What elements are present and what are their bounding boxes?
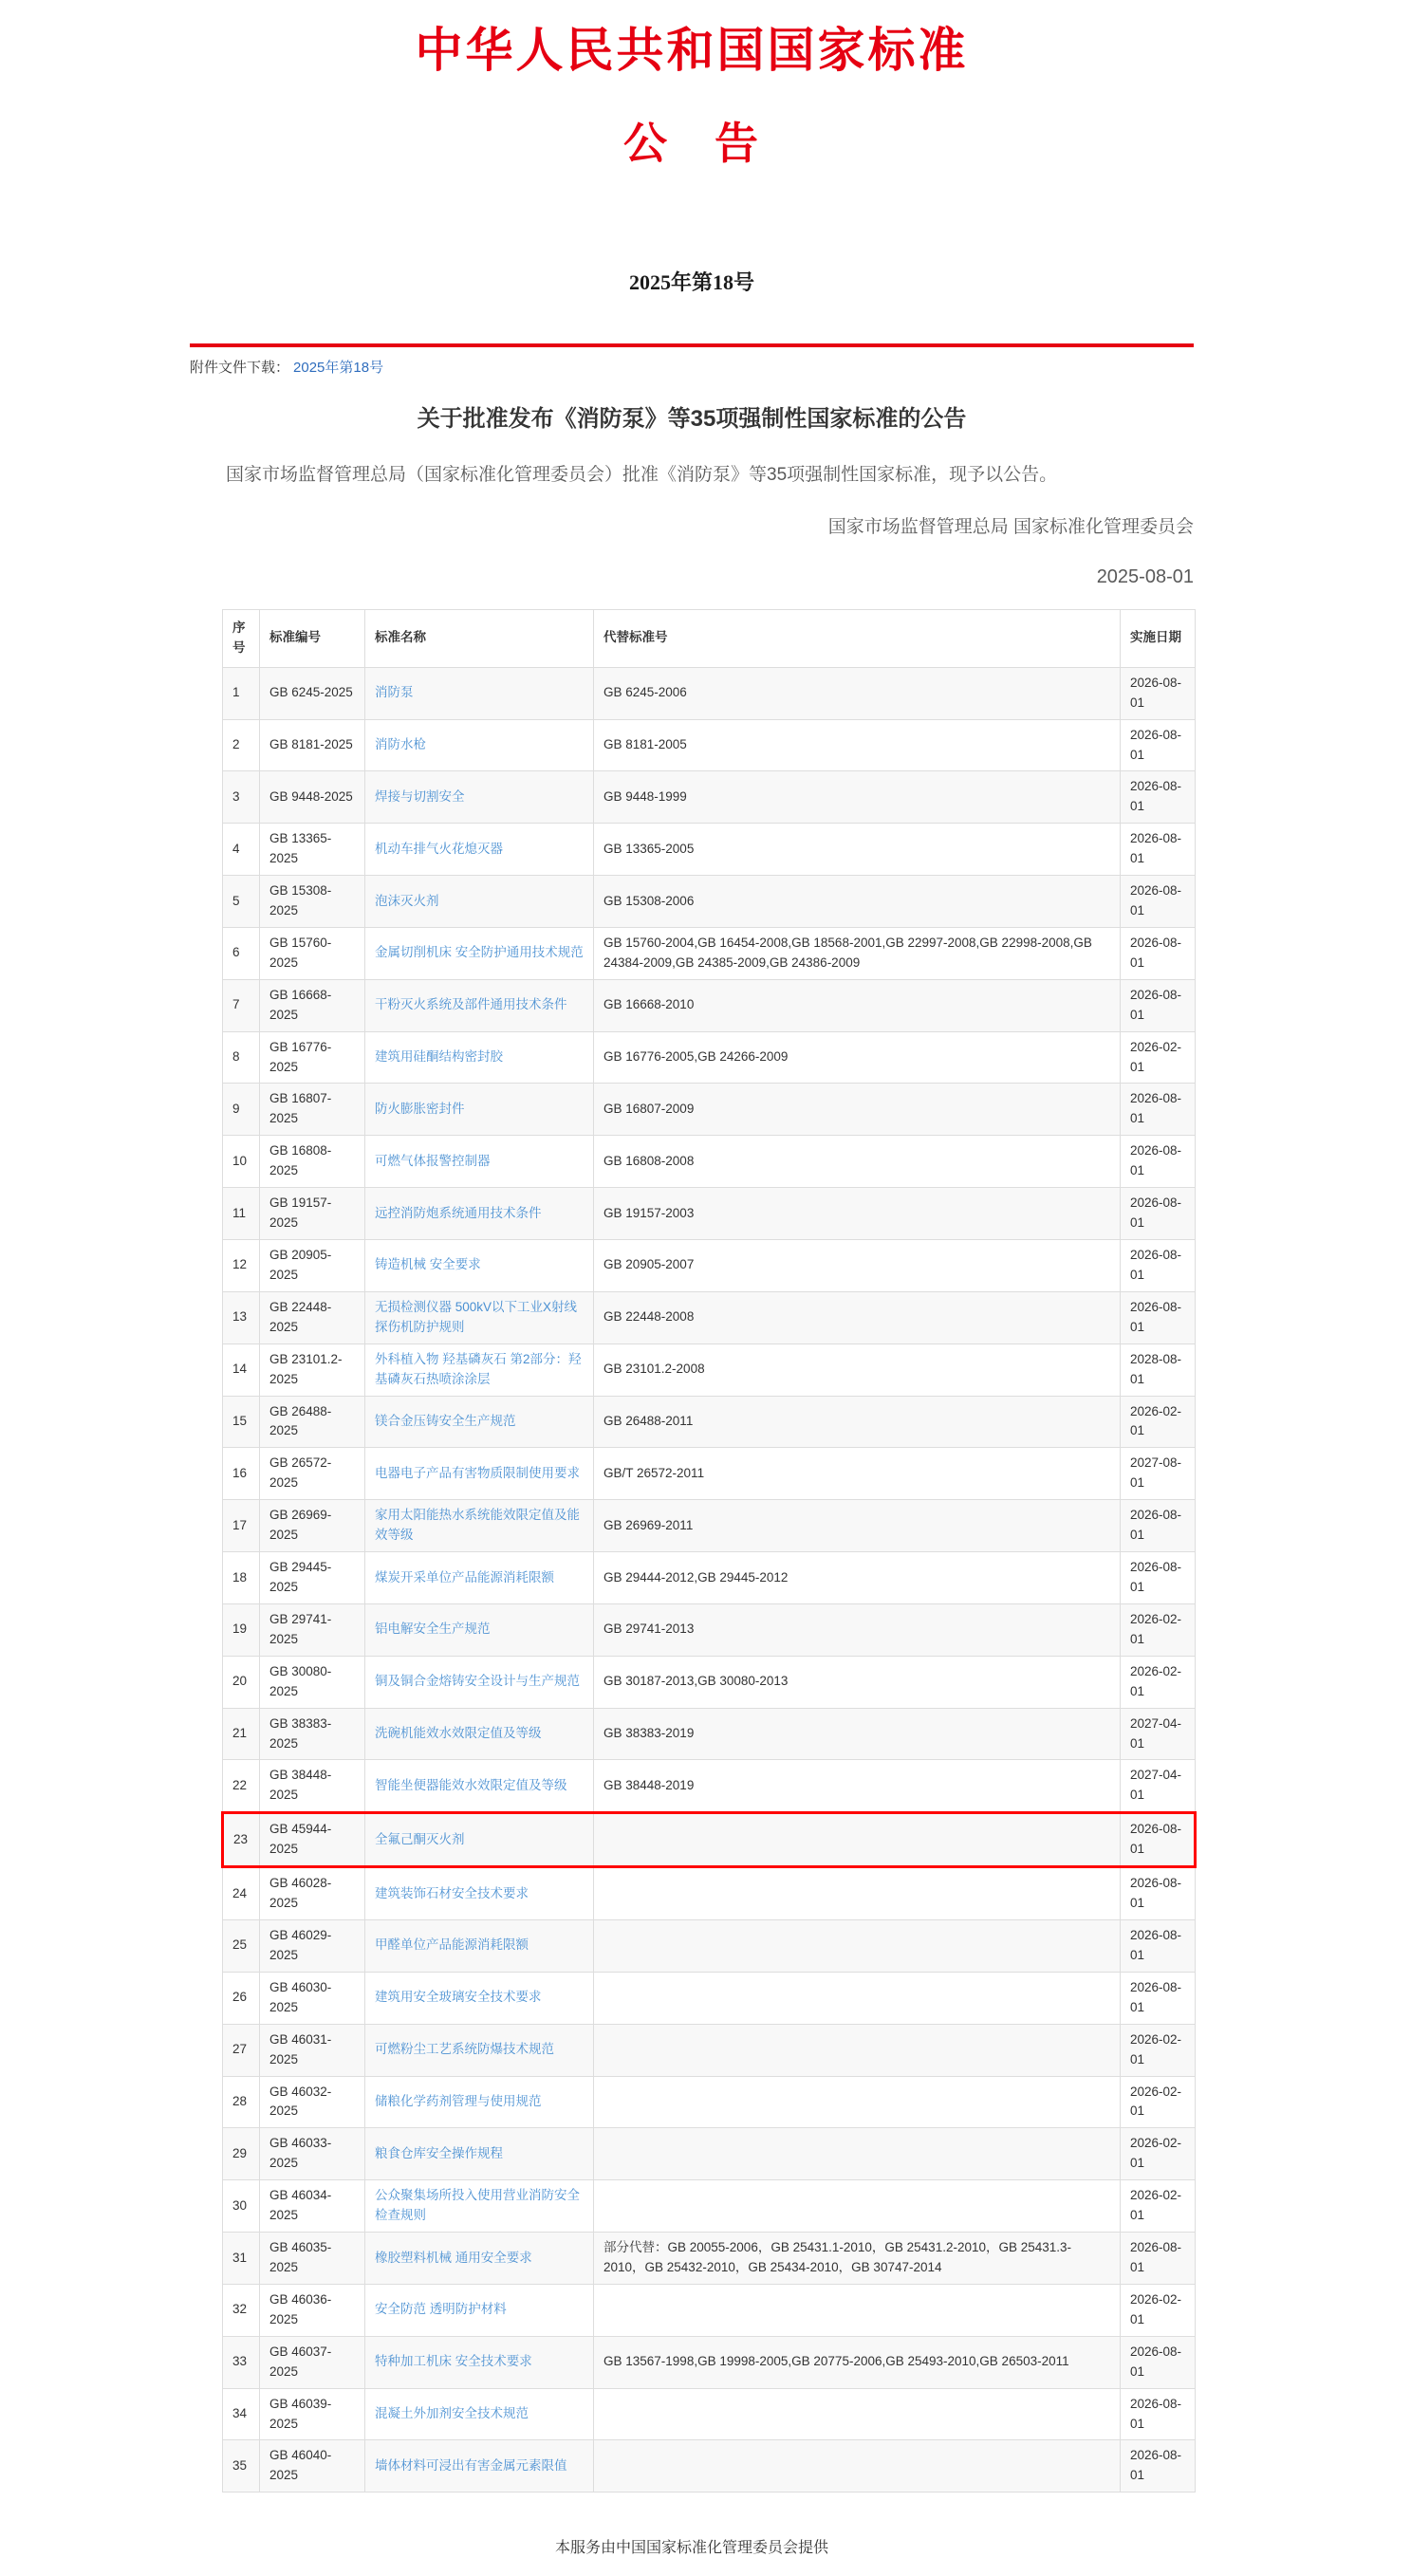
cell-standard-code: GB 46032-2025 [260, 2076, 365, 2128]
cell-standard-name [365, 1240, 594, 1292]
cell-implementation-date: 2026-08-01 [1121, 2440, 1196, 2493]
table-row [223, 1291, 1196, 1344]
page-content [190, 0, 1194, 2493]
cell-seq: 19 [223, 1603, 260, 1656]
table-row [223, 1500, 1196, 1552]
cell-implementation-date: 2026-02-01 [1121, 2128, 1196, 2180]
table-row [223, 2440, 1196, 2493]
cell-implementation-date: 2026-08-01 [1121, 1867, 1196, 1920]
standard-name-link[interactable]: 橡胶塑料机械 通用安全要求 [375, 2250, 532, 2265]
standard-name-link[interactable]: 混凝土外加剂安全技术规范 [375, 2406, 529, 2421]
table-row [223, 824, 1196, 876]
cell-seq: 29 [223, 2128, 260, 2180]
cell-standard-code: GB 46039-2025 [260, 2388, 365, 2440]
cell-standard-code: GB 16776-2025 [260, 1031, 365, 1084]
publish-date: 2025-08-01 [1096, 565, 1194, 587]
table-row [223, 1396, 1196, 1448]
cell-replaced-standards [594, 2024, 1121, 2076]
cell-replaced-standards: GB 8181-2005 [594, 719, 1121, 771]
standard-name-link[interactable]: 建筑用硅酮结构密封胶 [375, 1049, 503, 1065]
cell-replaced-standards: GB 29444-2012,GB 29445-2012 [594, 1552, 1121, 1604]
cell-standard-name [365, 2336, 594, 2388]
cell-standard-code: GB 8181-2025 [260, 719, 365, 771]
cell-implementation-date: 2026-08-01 [1121, 2233, 1196, 2285]
cell-standard-name [365, 1867, 594, 1920]
standard-name-link[interactable]: 安全防范 透明防护材料 [375, 2302, 507, 2317]
cell-replaced-standards: GB 16776-2005,GB 24266-2009 [594, 1031, 1121, 1084]
table-row [223, 1448, 1196, 1500]
table-row [223, 1972, 1196, 2024]
cell-seq: 21 [223, 1708, 260, 1760]
cell-standard-code: GB 22448-2025 [260, 1291, 365, 1344]
cell-replaced-standards [594, 2076, 1121, 2128]
cell-implementation-date: 2026-08-01 [1121, 1291, 1196, 1344]
cell-standard-code: GB 30080-2025 [260, 1656, 365, 1708]
cell-implementation-date: 2026-08-01 [1121, 824, 1196, 876]
standard-name-link[interactable]: 储粮化学药剂管理与使用规范 [375, 2093, 542, 2108]
cell-standard-code: GB 29445-2025 [260, 1552, 365, 1604]
cell-standard-code: GB 26572-2025 [260, 1448, 365, 1500]
table-row [223, 1656, 1196, 1708]
standard-name-link[interactable]: 智能坐便器能效水效限定值及等级 [375, 1777, 567, 1792]
standard-name-link[interactable]: 建筑装饰石材安全技术要求 [375, 1885, 529, 1900]
cell-implementation-date: 2026-02-01 [1121, 1396, 1196, 1448]
cell-replaced-standards [594, 2128, 1121, 2180]
cell-replaced-standards: GB 6245-2006 [594, 667, 1121, 719]
standard-name-link[interactable]: 金属切削机床 安全防护通用技术规范 [375, 945, 584, 960]
cell-implementation-date: 2026-08-01 [1121, 667, 1196, 719]
cell-implementation-date: 2027-08-01 [1121, 1448, 1196, 1500]
cell-implementation-date: 2026-08-01 [1121, 1552, 1196, 1604]
cell-replaced-standards: GB 23101.2-2008 [594, 1344, 1121, 1396]
table-row [223, 719, 1196, 771]
standard-name-link[interactable]: 建筑用安全玻璃安全技术要求 [375, 1990, 542, 2005]
cell-implementation-date: 2026-02-01 [1121, 2180, 1196, 2233]
cell-replaced-standards: GB 13567-1998,GB 19998-2005,GB 20775-2006,GB 25493-2010,GB 26503-2011 [594, 2336, 1121, 2388]
standards-table-body [223, 667, 1196, 2493]
cell-replaced-standards [594, 2388, 1121, 2440]
header-date: 实施日期 [1121, 609, 1196, 667]
cell-standard-code: GB 46036-2025 [260, 2284, 365, 2336]
table-row [223, 1867, 1196, 1920]
cell-standard-code: GB 46031-2025 [260, 2024, 365, 2076]
cell-standard-name [365, 824, 594, 876]
cell-standard-name [365, 1603, 594, 1656]
cell-seq: 23 [223, 1813, 260, 1867]
cell-seq: 28 [223, 2076, 260, 2128]
attachment-bar [190, 357, 1194, 377]
cell-implementation-date: 2026-08-01 [1121, 719, 1196, 771]
cell-standard-code: GB 15308-2025 [260, 876, 365, 928]
cell-standard-name [365, 1813, 594, 1867]
footer-text: 本服务由中国国家标准化管理委员会提供 [554, 2540, 828, 2557]
standard-name-link[interactable]: 甲醛单位产品能源消耗限额 [375, 1937, 529, 1953]
cell-standard-code: GB 19157-2025 [260, 1188, 365, 1240]
cell-seq: 13 [223, 1291, 260, 1344]
cell-seq: 30 [223, 2180, 260, 2233]
standard-name-link[interactable]: 粮食仓库安全操作规程 [375, 2145, 503, 2160]
cell-seq: 8 [223, 1031, 260, 1084]
standard-name-link[interactable]: 可燃气体报警控制器 [375, 1153, 491, 1168]
cell-standard-code: GB 46040-2025 [260, 2440, 365, 2493]
cell-replaced-standards: GB 15760-2004,GB 16454-2008,GB 18568-2001,GB 22997-2008,GB 22998-2008,GB 24384-2009,GB 24385-2009,GB 24386-2009 [594, 927, 1121, 979]
cell-standard-name [365, 1500, 594, 1552]
attachment-label: 附件文件下载： [190, 359, 290, 376]
table-header-row [223, 609, 1196, 667]
standard-name-link[interactable]: 电器电子产品有害物质限制使用要求 [375, 1465, 580, 1480]
cell-standard-code: GB 38383-2025 [260, 1708, 365, 1760]
table-row [223, 2336, 1196, 2388]
cell-standard-name [365, 1760, 594, 1813]
cell-seq: 33 [223, 2336, 260, 2388]
cell-implementation-date: 2026-02-01 [1121, 1603, 1196, 1656]
cell-implementation-date: 2026-08-01 [1121, 1500, 1196, 1552]
cell-replaced-standards: GB 26969-2011 [594, 1500, 1121, 1552]
cell-seq: 34 [223, 2388, 260, 2440]
cell-standard-name [365, 1552, 594, 1604]
cell-implementation-date: 2026-08-01 [1121, 1188, 1196, 1240]
standard-name-link[interactable]: 消防水枪 [375, 737, 426, 752]
cell-standard-name [365, 2233, 594, 2285]
cell-implementation-date: 2026-08-01 [1121, 1084, 1196, 1136]
cell-standard-name [365, 2076, 594, 2128]
cell-standard-name [365, 1708, 594, 1760]
cell-replaced-standards: GB 29741-2013 [594, 1603, 1121, 1656]
cell-standard-name [365, 1291, 594, 1344]
header-name: 标准名称 [365, 609, 594, 667]
cell-seq: 20 [223, 1656, 260, 1708]
cell-standard-name [365, 2284, 594, 2336]
table-row [223, 2233, 1196, 2285]
table-row [223, 771, 1196, 824]
cell-standard-name [365, 771, 594, 824]
cell-standard-name [365, 667, 594, 719]
cell-implementation-date: 2026-08-01 [1121, 2336, 1196, 2388]
standard-name-link[interactable]: 煤炭开采单位产品能源消耗限额 [375, 1569, 554, 1585]
cell-implementation-date: 2026-08-01 [1121, 1919, 1196, 1972]
standard-name-link[interactable]: 防火膨胀密封件 [375, 1101, 465, 1116]
cell-standard-code: GB 46029-2025 [260, 1919, 365, 1972]
cell-standard-name [365, 1448, 594, 1500]
header-seq: 序号 [223, 609, 260, 667]
document-title: 中华人民共和国国家标准 [415, 24, 969, 77]
cell-standard-code: GB 15760-2025 [260, 927, 365, 979]
standard-name-link[interactable]: 家用太阳能热水系统能效限定值及能效等级 [375, 1508, 580, 1543]
cell-seq: 3 [223, 771, 260, 824]
cell-seq: 16 [223, 1448, 260, 1500]
cell-seq: 27 [223, 2024, 260, 2076]
cell-seq: 26 [223, 1972, 260, 2024]
cell-implementation-date: 2026-08-01 [1121, 2388, 1196, 2440]
cell-implementation-date: 2026-02-01 [1121, 1656, 1196, 1708]
cell-seq: 9 [223, 1084, 260, 1136]
cell-implementation-date: 2026-08-01 [1121, 1240, 1196, 1292]
cell-implementation-date: 2026-08-01 [1121, 771, 1196, 824]
standard-name-link[interactable]: 泡沫灭火剂 [375, 893, 439, 908]
standard-name-link[interactable]: 公众聚集场所投入使用营业消防安全检查规则 [375, 2188, 580, 2223]
table-row [223, 2024, 1196, 2076]
table-row [223, 1084, 1196, 1136]
cell-standard-code: GB 16668-2025 [260, 979, 365, 1031]
cell-standard-code: GB 20905-2025 [260, 1240, 365, 1292]
cell-standard-name [365, 1972, 594, 2024]
table-row [223, 2180, 1196, 2233]
cell-implementation-date: 2026-08-01 [1121, 927, 1196, 979]
cell-standard-code: GB 46037-2025 [260, 2336, 365, 2388]
cell-seq: 6 [223, 927, 260, 979]
standard-name-link[interactable]: 特种加工机床 安全技术要求 [375, 2354, 532, 2369]
cell-seq: 15 [223, 1396, 260, 1448]
cell-replaced-standards: GB 22448-2008 [594, 1291, 1121, 1344]
cell-replaced-standards [594, 1919, 1121, 1972]
cell-implementation-date: 2026-02-01 [1121, 2076, 1196, 2128]
standard-name-link[interactable]: 镁合金压铸安全生产规范 [375, 1414, 516, 1428]
cell-implementation-date: 2026-08-01 [1121, 876, 1196, 928]
standard-name-link[interactable]: 铝电解安全生产规范 [375, 1622, 491, 1637]
cell-standard-name [365, 2440, 594, 2493]
table-row [223, 1813, 1196, 1867]
cell-implementation-date: 2026-08-01 [1121, 979, 1196, 1031]
cell-standard-code: GB 29741-2025 [260, 1603, 365, 1656]
cell-implementation-date: 2026-02-01 [1121, 2024, 1196, 2076]
header-replaces: 代替标准号 [594, 609, 1121, 667]
standard-name-link[interactable]: 可燃粉尘工艺系统防爆技术规范 [375, 2042, 554, 2057]
header-code: 标准编号 [260, 609, 365, 667]
table-row [223, 1136, 1196, 1188]
cell-standard-name [365, 1136, 594, 1188]
table-row [223, 1760, 1196, 1813]
standard-name-link[interactable]: 洗碗机能效水效限定值及等级 [375, 1726, 542, 1741]
standard-name-link[interactable]: 全氟己酮灭火剂 [375, 1831, 465, 1846]
cell-standard-code: GB 38448-2025 [260, 1760, 365, 1813]
cell-standard-name [365, 927, 594, 979]
standard-name-link[interactable]: 外科植入物 羟基磷灰石 第2部分：羟基磷灰石热喷涂涂层 [375, 1351, 582, 1386]
cell-seq: 11 [223, 1188, 260, 1240]
cell-replaced-standards [594, 2284, 1121, 2336]
cell-implementation-date: 2026-08-01 [1121, 1136, 1196, 1188]
standard-name-link[interactable]: 干粉灭火系统及部件通用技术条件 [375, 997, 567, 1012]
standard-name-link[interactable]: 无损检测仪器 500kV以下工业X射线探伤机防护规则 [375, 1299, 578, 1334]
cell-implementation-date: 2026-08-01 [1121, 1813, 1196, 1867]
table-row [223, 2076, 1196, 2128]
cell-replaced-standards: GB 26488-2011 [594, 1396, 1121, 1448]
table-row [223, 1708, 1196, 1760]
cell-replaced-standards: GB 9448-1999 [594, 771, 1121, 824]
cell-replaced-standards: GB 16808-2008 [594, 1136, 1121, 1188]
cell-seq: 2 [223, 719, 260, 771]
cell-standard-code: GB 23101.2-2025 [260, 1344, 365, 1396]
cell-standard-code: GB 16808-2025 [260, 1136, 365, 1188]
table-row [223, 1919, 1196, 1972]
cell-seq: 10 [223, 1136, 260, 1188]
cell-replaced-standards [594, 2180, 1121, 2233]
table-row [223, 1552, 1196, 1604]
cell-standard-name [365, 2180, 594, 2233]
cell-standard-code: GB 46028-2025 [260, 1867, 365, 1920]
cell-standard-code: GB 13365-2025 [260, 824, 365, 876]
issuing-authority: 国家市场监督管理总局 国家标准化管理委员会 [827, 516, 1194, 537]
red-divider [190, 343, 1194, 347]
cell-seq: 25 [223, 1919, 260, 1972]
standard-name-link[interactable]: 焊接与切割安全 [375, 788, 465, 804]
cell-standard-code: GB 26488-2025 [260, 1396, 365, 1448]
cell-standard-code: GB 9448-2025 [260, 771, 365, 824]
cell-seq: 4 [223, 824, 260, 876]
cell-replaced-standards [594, 2440, 1121, 2493]
cell-standard-name [365, 1656, 594, 1708]
cell-replaced-standards: GB 16807-2009 [594, 1084, 1121, 1136]
cell-standard-name [365, 719, 594, 771]
cell-standard-name [365, 2024, 594, 2076]
cell-replaced-standards: GB 16668-2010 [594, 979, 1121, 1031]
cell-replaced-standards: GB 30187-2013,GB 30080-2013 [594, 1656, 1121, 1708]
cell-standard-code: GB 46034-2025 [260, 2180, 365, 2233]
standard-name-link[interactable]: 铸造机械 安全要求 [375, 1257, 481, 1272]
cell-replaced-standards: GB 20905-2007 [594, 1240, 1121, 1292]
cell-standard-code: GB 46030-2025 [260, 1972, 365, 2024]
cell-standard-code: GB 6245-2025 [260, 667, 365, 719]
cell-seq: 12 [223, 1240, 260, 1292]
cell-standard-name [365, 2128, 594, 2180]
table-row [223, 1603, 1196, 1656]
cell-seq: 17 [223, 1500, 260, 1552]
cell-replaced-standards [594, 1972, 1121, 2024]
cell-seq: 1 [223, 667, 260, 719]
table-row [223, 1031, 1196, 1084]
cell-implementation-date: 2026-02-01 [1121, 2284, 1196, 2336]
cell-replaced-standards: GB 19157-2003 [594, 1188, 1121, 1240]
cell-standard-name [365, 1084, 594, 1136]
cell-replaced-standards: GB 38448-2019 [594, 1760, 1121, 1813]
standard-name-link[interactable]: 墙体材料可浸出有害金属元素限值 [375, 2457, 567, 2473]
issue-number: 2025年第18号 [628, 269, 754, 294]
table-row [223, 2284, 1196, 2336]
cell-seq: 14 [223, 1344, 260, 1396]
cell-replaced-standards [594, 1813, 1121, 1867]
cell-replaced-standards: 部分代替：GB 20055-2006，GB 25431.1-2010，GB 25431.2-2010，GB 25431.3-2010，GB 25432-2010，GB 25434-2010，GB 30747-2014 [594, 2233, 1121, 2285]
cell-standard-name [365, 1031, 594, 1084]
cell-replaced-standards: GB 15308-2006 [594, 876, 1121, 928]
cell-implementation-date: 2026-08-01 [1121, 1972, 1196, 2024]
cell-seq: 22 [223, 1760, 260, 1813]
standard-name-link[interactable]: 铜及铜合金熔铸安全设计与生产规范 [375, 1674, 580, 1689]
cell-standard-name [365, 1919, 594, 1972]
document-subtitle: 公 告 [623, 119, 760, 168]
table-row [223, 667, 1196, 719]
table-row [223, 979, 1196, 1031]
cell-standard-code: GB 26969-2025 [260, 1500, 365, 1552]
cell-seq: 18 [223, 1552, 260, 1604]
cell-seq: 32 [223, 2284, 260, 2336]
table-row [223, 1240, 1196, 1292]
cell-seq: 31 [223, 2233, 260, 2285]
table-row [223, 1344, 1196, 1396]
cell-standard-code: GB 46033-2025 [260, 2128, 365, 2180]
notice-title: 关于批准发布《消防泵》等35项强制性国家标准的公告 [417, 405, 967, 432]
cell-implementation-date: 2027-04-01 [1121, 1760, 1196, 1813]
cell-implementation-date: 2028-08-01 [1121, 1344, 1196, 1396]
cell-standard-name [365, 2388, 594, 2440]
cell-standard-name [365, 876, 594, 928]
table-row [223, 2388, 1196, 2440]
cell-standard-name [365, 1344, 594, 1396]
cell-replaced-standards: GB 38383-2019 [594, 1708, 1121, 1760]
standard-name-link[interactable]: 消防泵 [375, 685, 414, 700]
cell-seq: 24 [223, 1867, 260, 1920]
cell-standard-name [365, 1396, 594, 1448]
standard-name-link[interactable]: 远控消防炮系统通用技术条件 [375, 1205, 542, 1220]
table-row [223, 2128, 1196, 2180]
notice-body: 国家市场监督管理总局（国家标准化管理委员会）批准《消防泵》等35项强制性国家标准，现予以公告。 [226, 464, 1058, 485]
table-row [223, 927, 1196, 979]
standards-table [221, 609, 1197, 2493]
cell-replaced-standards [594, 1867, 1121, 1920]
cell-standard-code: GB 45944-2025 [260, 1813, 365, 1867]
standard-name-link[interactable]: 机动车排气火花熄灭器 [375, 841, 503, 856]
cell-standard-name [365, 1188, 594, 1240]
cell-replaced-standards: GB 13365-2005 [594, 824, 1121, 876]
cell-seq: 7 [223, 979, 260, 1031]
table-row [223, 1188, 1196, 1240]
cell-standard-code: GB 46035-2025 [260, 2233, 365, 2285]
cell-replaced-standards: GB/T 26572-2011 [594, 1448, 1121, 1500]
cell-implementation-date: 2027-04-01 [1121, 1708, 1196, 1760]
cell-standard-code: GB 16807-2025 [260, 1084, 365, 1136]
attachment-download-link[interactable]: 2025年第18号 [293, 359, 384, 376]
cell-standard-name [365, 979, 594, 1031]
cell-implementation-date: 2026-02-01 [1121, 1031, 1196, 1084]
cell-seq: 35 [223, 2440, 260, 2493]
cell-seq: 5 [223, 876, 260, 928]
table-row [223, 876, 1196, 928]
